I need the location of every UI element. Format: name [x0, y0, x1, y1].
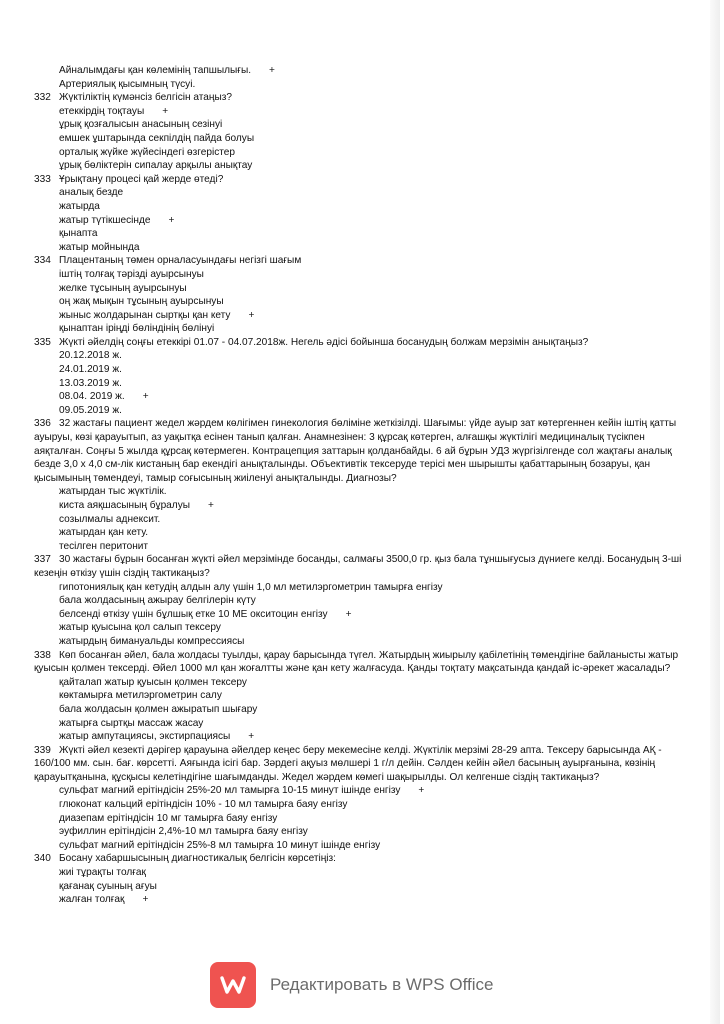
question-number: 339 — [34, 744, 51, 756]
option-text: 13.03.2019 ж. — [59, 377, 122, 389]
question-text: 30 жастағы бұрын босанған жүкті әйел мерзімінде босанды, салмағы 3500,0 гр. қыз бала тұншығусыз дүниеге келді. Босанудың 3-ші кезеңін өткізу үшін сіздің тактикаңыз? — [34, 554, 682, 579]
correct-answer-mark: + — [248, 309, 255, 321]
question-line — [34, 649, 684, 676]
option-text: сульфат магний ерітіндісін 25%-20 мл тамырға 10-15 минут ішінде енгізу — [59, 785, 401, 797]
question-text: Ұрықтану процесі қай жерде өтеді? — [59, 173, 224, 185]
option-text: эуфиллин ерітіндісін 2,4%-10 мл тамырға баяу енгізу — [59, 826, 308, 838]
option-text: етеккірдің тоқтауы — [59, 105, 145, 117]
answer-option — [34, 118, 684, 132]
option-text: ұрық қозғалысын анасының сезінуі — [59, 119, 223, 131]
answer-option — [34, 784, 684, 798]
correct-answer-mark: + — [142, 391, 149, 403]
option-text: жатыр қуысына қол салып тексеру — [59, 622, 221, 634]
question-text: Плацентаның төмен орналасуындағы негізгі шағым — [59, 255, 302, 267]
question-line — [34, 852, 684, 866]
option-text: 08.04. 2019 ж. — [59, 391, 125, 403]
wps-edit-label[interactable]: Редактировать в WPS Office — [270, 975, 494, 994]
answer-option — [34, 349, 684, 363]
answer-option — [34, 227, 684, 241]
answer-option — [34, 105, 684, 119]
answer-option — [34, 581, 684, 595]
question-line — [34, 417, 684, 485]
option-text: Айналымдағы қан көлемінің тапшылығы. — [59, 65, 252, 76]
answer-option — [34, 513, 684, 527]
option-text: жатыр ампутациясы, экстирпациясы — [59, 731, 231, 743]
option-text: жиі тұрақты толғақ — [59, 867, 146, 879]
option-text: жыныс жолдарынан сыртқы қан кету — [59, 309, 231, 321]
option-text: іштің толғақ тәрізді ауырсынуы — [59, 268, 204, 280]
answer-option — [34, 676, 684, 690]
correct-answer-mark: + — [162, 105, 169, 117]
answer-option — [34, 880, 684, 894]
answer-option — [34, 214, 684, 228]
option-text: белсенді өткізу үшін бұлшық етке 10 МЕ окситоцин енгізу — [59, 608, 328, 620]
correct-answer-mark: + — [208, 500, 214, 511]
answer-option — [34, 322, 684, 336]
option-text: созылмалы аднексит. — [59, 513, 161, 525]
question-line — [34, 91, 684, 105]
correct-answer-mark: + — [418, 785, 425, 797]
question-number: 335 — [34, 336, 51, 348]
answer-option — [34, 635, 684, 649]
answer-option — [34, 839, 684, 853]
answer-option — [34, 689, 684, 703]
question-line — [34, 744, 684, 785]
question-number: 338 — [34, 649, 51, 661]
question-number: 334 — [34, 255, 51, 267]
option-text: ұрық бөліктерін сипалау арқылы анықтау — [59, 160, 253, 172]
option-text: жатырға сыртқы массаж жасау — [59, 717, 204, 729]
answer-option — [34, 186, 684, 200]
correct-answer-mark: + — [248, 731, 255, 743]
question-text: Жүкті әйел кезекті дәрігер қарауына әйелдер кеңес беру мекемесіне келді. Жүктілік мерзімі 28-29 апта. Тексеру барысында АҚ - 160/100 мм. сын. бағ. көрсетті. Аяғында ісігі бар. Зәрдегі ақуыз мөлшері 1 г/л дейін. Сәлден кейін әйел басының ауырғанына, көзінің қарауытқанына, құсқысы келетіндігіне шағымданды. Жедел жәрдем көмегі шақырылды. Ол келгенше сіздің тактикаңыз? — [34, 744, 662, 783]
option-text: 09.05.2019 ж. — [59, 404, 122, 416]
option-text: жатырда — [59, 200, 100, 212]
option-text: қағанақ суының ағуы — [59, 880, 157, 892]
question-number: 337 — [34, 554, 51, 566]
answer-option — [34, 812, 684, 826]
option-text: диазепам ерітіндісін 10 мг тамырға баяу енгізу — [59, 812, 278, 824]
answer-option — [34, 608, 684, 622]
option-text: глюконат кальций ерітіндісін 10% - 10 мл тамырға баяу енгізу — [59, 799, 348, 811]
answer-option — [34, 730, 684, 744]
correct-answer-mark: + — [345, 608, 352, 620]
question-text: Босану хабаршысының диагностикалық белгісін көрсетіңіз: — [59, 853, 336, 865]
answer-option — [34, 717, 684, 731]
option-text: желке тұсының ауырсынуы — [59, 282, 187, 294]
question-number: 333 — [34, 173, 51, 185]
question-line — [34, 254, 684, 268]
scrollbar-track[interactable] — [710, 0, 720, 1024]
answer-option — [34, 621, 684, 635]
answer-option — [34, 499, 684, 513]
question-number: 332 — [34, 92, 51, 104]
option-text: емшек ұштарында секпілдің пайда болуы — [59, 132, 255, 144]
answer-option — [34, 540, 684, 554]
question-number: 340 — [34, 853, 51, 865]
question-text: 32 жастағы пациент жедел жәрдем көлігімен гинекология бөліміне жеткізілді. Шағымы: үйде ауыр зат көтергеннен кейін іштің қатты ауыруы, көзі қарауытып, аз уақытқа есінен танып қалған. Анамнезінен: 3 құрсақ көтерген, алғашқы жүктілігі медициналық түсікпен аяқталған. Соңғы 5 жылда құрсақ көтермеген. Контрацепция заттарын қолданбайды. 6 ай бұрын УДЗ жүргізілгенде сол жақтағы аналық безде 3,0 х 4,0 см-лік кистаның бар екендігі анықталынды. Объективтік тексеруде терісі мен шырышты қабаттарының бозаруы, қан қысымының төмендеуі, тамыр соғысының жиіленуі анықталынды. Диагнозы? — [34, 418, 677, 484]
option-text: жатырдан тыс жүктілік. — [59, 486, 167, 498]
answer-option — [34, 309, 684, 323]
answer-option — [34, 295, 684, 309]
option-text: 20.12.2018 ж. — [59, 350, 122, 362]
answer-option — [34, 798, 684, 812]
option-text: жатыр түтікшесінде — [59, 214, 151, 226]
wps-logo-icon — [210, 962, 256, 1008]
option-text: оң жақ мықын тұсының ауырсынуы — [59, 296, 224, 308]
option-text: гипотониялық қан кетудің алдын алу үшін 1,0 мл метилэргометрин тамырға енгізу — [59, 581, 443, 593]
wps-edit-banner[interactable] — [210, 962, 540, 1008]
option-text: аналық безде — [59, 187, 124, 199]
answer-option — [34, 404, 684, 418]
question-text: Жүкті әйелдің соңғы етеккірі 01.07 - 04.07.2018ж. Негель әдісі бойынша босанудың болжам мерзімін анықтаңыз? — [59, 336, 589, 348]
answer-option — [34, 825, 684, 839]
answer-option — [34, 78, 684, 92]
correct-answer-mark: + — [142, 894, 149, 906]
option-text: қынаптан іріңді бөліндінің бөлінуі — [59, 323, 215, 335]
option-text: жатыр мойнында — [59, 241, 140, 253]
answer-option — [34, 282, 684, 296]
answer-option — [34, 268, 684, 282]
answer-option — [34, 485, 684, 499]
question-line — [34, 336, 684, 350]
option-text: бала жолдасының ажырау белгілерін күту — [59, 595, 256, 607]
document-content — [34, 64, 684, 907]
option-text: жатырдан қан кету. — [59, 527, 149, 539]
option-text: тесілген перитонит — [59, 540, 149, 552]
question-line — [34, 553, 684, 580]
option-text: киста аяқшасының бұралуы — [59, 500, 190, 511]
answer-option — [34, 526, 684, 540]
answer-option — [34, 866, 684, 880]
option-text: 24.01.2019 ж. — [59, 364, 122, 376]
option-text: қайталап жатыр қуысын қолмен тексеру — [59, 676, 247, 688]
question-number: 336 — [34, 418, 51, 430]
answer-option — [34, 363, 684, 377]
answer-option — [34, 377, 684, 391]
option-text: жатырдың бимануальды компрессиясы — [59, 635, 245, 647]
question-text: Көп босанған әйел, бала жолдасы туылды, қарау барысында түгел. Жатырдың жиырылу қабілетінің төмендігіне байланысты жатыр қуысын қолмен тексерді. Әйел 1000 мл қан жоғалтты және қан кету жалғасуда. Қанды тоқтату мақсатында қандай іс-әрекет жасалады? — [34, 649, 679, 675]
answer-option — [34, 200, 684, 214]
answer-option — [34, 159, 684, 173]
answer-option — [34, 241, 684, 255]
answer-option — [34, 64, 684, 78]
answer-option — [34, 893, 684, 907]
answer-option — [34, 132, 684, 146]
option-text: көктамырға метилэргометрин салу — [59, 690, 222, 702]
question-text: Жүктіліктің күмәнсіз белгісін атаңыз? — [59, 92, 232, 104]
answer-option — [34, 703, 684, 717]
answer-option — [34, 594, 684, 608]
option-text: жалған толғақ — [59, 894, 125, 906]
option-text: орталық жүйке жүйесіндегі өзгерістер — [59, 146, 235, 158]
option-text: Артериялық қысымның түсуі. — [59, 78, 196, 90]
question-line — [34, 173, 684, 187]
answer-option — [34, 146, 684, 160]
option-text: сульфат магний ерітіндісін 25%-8 мл тамырға 10 минут ішінде енгізу — [59, 839, 381, 851]
option-text: бала жолдасын қолмен ажыратып шығару — [59, 703, 258, 715]
correct-answer-mark: + — [168, 214, 175, 226]
correct-answer-mark: + — [269, 65, 275, 76]
answer-option — [34, 390, 684, 404]
option-text: қынапта — [59, 228, 98, 240]
